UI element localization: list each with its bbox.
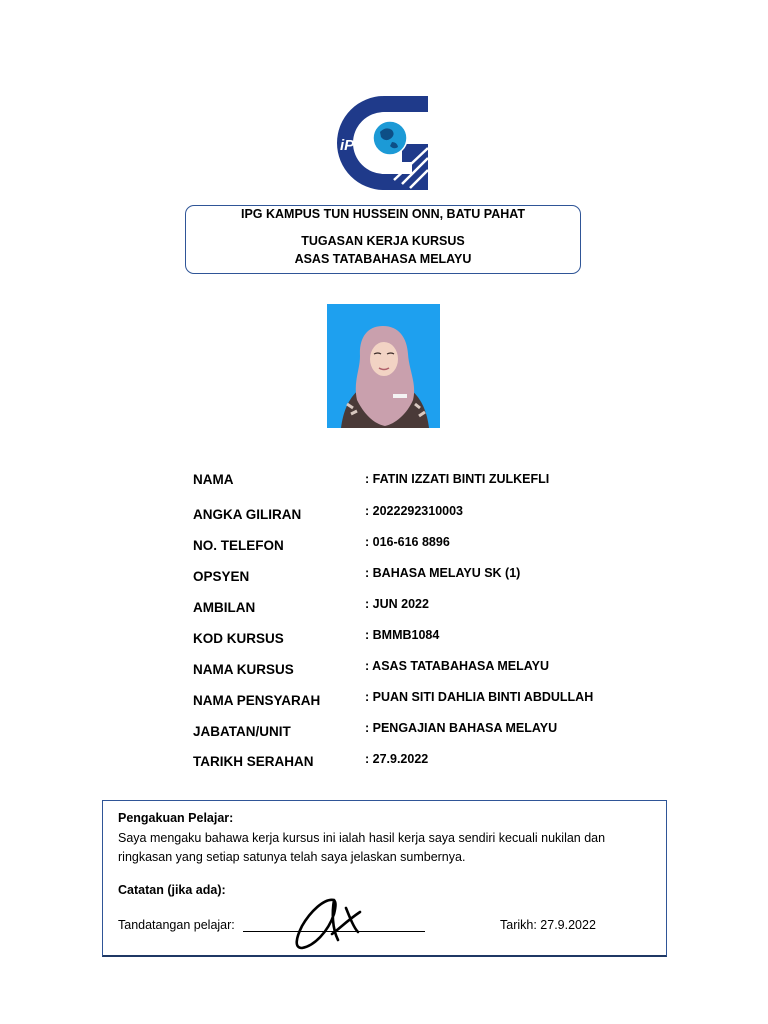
info-value-jabatan-unit: : PENGAJIAN BAHASA MELAYU bbox=[365, 721, 558, 735]
date-label: Tarikh: 27.9.2022 bbox=[500, 918, 596, 932]
signature-label: Tandatangan pelajar: bbox=[118, 918, 235, 932]
info-value-tarikh-serahan: : 27.9.2022 bbox=[365, 752, 429, 766]
info-value-ambilan: : JUN 2022 bbox=[365, 597, 429, 611]
info-value-nama-pensyarah: : PUAN SITI DAHLIA BINTI ABDULLAH bbox=[365, 690, 594, 704]
info-label-jabatan-unit: JABATAN/UNIT bbox=[193, 724, 291, 739]
info-label-nama-kursus: NAMA KURSUS bbox=[193, 662, 294, 677]
info-label-nama: NAMA bbox=[193, 472, 234, 487]
info-value-nama: : FATIN IZZATI BINTI ZULKEFLI bbox=[365, 472, 550, 486]
info-value-kod-kursus: : BMMB1084 bbox=[365, 628, 440, 642]
header-box bbox=[185, 205, 581, 274]
info-value-nama-kursus: : ASAS TATABAHASA MELAYU bbox=[365, 659, 550, 673]
notes-label: Catatan (jika ada): bbox=[118, 883, 226, 897]
info-label-nama-pensyarah: NAMA PENSYARAH bbox=[193, 693, 321, 708]
ipg-logo bbox=[336, 94, 432, 192]
signature-image bbox=[288, 894, 368, 952]
course-title: ASAS TATABAHASA MELAYU bbox=[294, 252, 472, 266]
student-photo bbox=[327, 304, 440, 428]
info-value-no-telefon: : 016-616 8896 bbox=[365, 535, 450, 549]
info-label-tarikh-serahan: TARIKH SERAHAN bbox=[193, 754, 314, 769]
declaration-title: Pengakuan Pelajar: bbox=[118, 811, 234, 825]
info-label-kod-kursus: KOD KURSUS bbox=[193, 631, 284, 646]
declaration-box bbox=[102, 800, 667, 957]
institution-name: IPG KAMPUS TUN HUSSEIN ONN, BATU PAHAT bbox=[240, 207, 526, 221]
declaration-text: Saya mengaku bahawa kerja kursus ini ialah hasil kerja saya sendiri kecuali nukilan dan ringkasan yang setiap satunya telah saya jelaskan sumbernya. bbox=[118, 831, 606, 864]
assignment-title: TUGASAN KERJA KURSUS bbox=[301, 234, 465, 248]
info-label-ambilan: AMBILAN bbox=[193, 600, 256, 615]
info-label-opsyen: OPSYEN bbox=[193, 569, 250, 584]
info-label-angka-giliran: ANGKA GILIRAN bbox=[193, 507, 302, 522]
info-label-no-telefon: NO. TELEFON bbox=[193, 538, 284, 553]
info-value-opsyen: : BAHASA MELAYU SK (1) bbox=[365, 566, 521, 580]
svg-text:iPG: iPG bbox=[340, 137, 366, 154]
info-value-angka-giliran: : 2022292310003 bbox=[365, 504, 464, 518]
